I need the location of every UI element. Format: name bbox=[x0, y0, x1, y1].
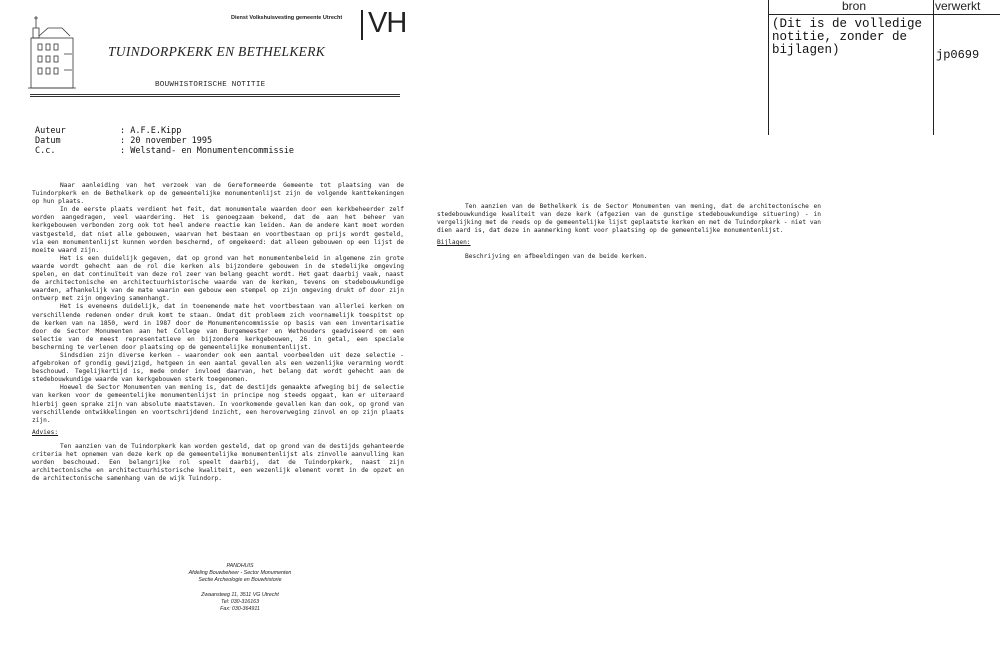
meta-value: : Welstand- en Monumentencommissie bbox=[120, 146, 294, 156]
stamp-header-verwerkt: verwerkt bbox=[935, 0, 981, 13]
body-paragraph: Hoewel de Sector Monumenten van mening is, dat de destijds gemaakte afweging bij de selectie van kerken voor de gemeentelijke monumentenlijst in principe nog steeds opgaat, kan er uiteraard hierbij geen sprake zijn van absolute maatstaven. In voorkomende gevallen kan dan ook, op grond van verschillende ontwikkelingen en voortschrijdend inzicht, een heroverweging zinvol en op zijn plaats zijn. bbox=[32, 384, 404, 424]
church-building-logo bbox=[28, 14, 76, 92]
meta-value: : A.F.E.Kipp bbox=[120, 126, 182, 136]
body-paragraph: Het is eveneens duidelijk, dat in toenemende mate het voortbestaan van allerlei kerken om verschillende redenen onder druk komt te staan. Omdat dit probleem zich voornamelijk toespitst op de kerken van na 1850, werd in 1987 door de Monumentencommissie op basis van een inventarisatie door de Sector Monumenten aan het College van Burgemeester en Wethouders geadviseerd om een selectie van de meest representatieve en bijzondere kerkgebouwen, 26 in getal, een speciale bescherming te verlenen door plaatsing op de gemeentelijke monumentenlijst. bbox=[32, 303, 404, 351]
stamp-header-bron: bron bbox=[842, 0, 867, 13]
body-paragraph: Het is een duidelijk gegeven, dat op grond van het monumentenbeleid in algemene zin grote waarde wordt gehecht aan de rol die kerken als bijzondere gebouwen in de stedelijke omgeving spelen, en dat continuïteit van deze rol zeer van belang geacht wordt. Het gaat daarbij vaak, naast de architectonische en architectuurhistorische waarde van de kerken, tevens om stedebouwkundige waarden, afhankelijk van de mate waarin een gebouw een stempel op zijn omgeving drukt of door zijn ontwerp met zijn omgeving samenhangt. bbox=[32, 254, 404, 303]
meta-value: : 20 november 1995 bbox=[120, 136, 213, 146]
meta-key: C.c. bbox=[35, 146, 56, 156]
meta-row-author bbox=[35, 126, 294, 136]
stamp-code: jp0699 bbox=[936, 48, 980, 62]
meta-key: Auteur bbox=[35, 126, 66, 136]
stamp-left-border bbox=[768, 0, 769, 135]
bijlagen-text: Beschrijving en afbeeldingen van de beide kerken. bbox=[465, 253, 648, 261]
header-rule-top bbox=[30, 94, 400, 95]
document-subtitle: BOUWHISTORISCHE NOTITIE bbox=[155, 81, 266, 89]
footer-line: Fax: 030-364911 bbox=[220, 606, 260, 612]
logo-bar bbox=[361, 10, 363, 40]
advies-paragraph: Ten aanzien van de Tuindorpkerk kan worden gesteld, dat op grond van de destijds gehanteerde criteria het opnemen van deze kerk op de gemeentelijke monumentenlijst als zinvolle aanvulling kan worden beschouwd. Een belangrijke rol speelt daarbij, dat de Tuindorpkerk, naast zijn architectonische en architectuurhistorische kwaliteit, een wezenlijk element vormt in de opzet en de architectonische samenhang van de wijk Tuindorp. bbox=[32, 442, 404, 483]
footer-line: Sectie Archeologie en Bouwhistorie bbox=[198, 577, 282, 583]
header-rule-bottom bbox=[30, 96, 400, 97]
body-paragraph: Naar aanleiding van het verzoek van de Gereformeerde Gemeente tot plaatsing van de Tuindorpkerk en de Bethelkerk op de gemeentelijke monumentenlijst zijn de volgende kanttekeningen op hun plaats. bbox=[32, 182, 404, 206]
archive-stamp-box bbox=[768, 0, 1000, 135]
vh-logo-h: H bbox=[386, 7, 407, 39]
body-right-column bbox=[437, 203, 821, 262]
bijlagen-heading: Bijlagen: bbox=[437, 239, 471, 247]
body-left-column bbox=[32, 182, 404, 483]
memo-meta bbox=[35, 126, 294, 156]
department-name: Dienst Volkshuisvesting gemeente Utrecht bbox=[231, 15, 343, 21]
advies-heading: Advies: bbox=[32, 428, 59, 436]
stamp-header-rule bbox=[768, 14, 1000, 15]
body-paragraph: In de eerste plaats verdient het feit, dat monumentale waarden door een kerkbeheerder zelf worden aangedragen, veel waardering. Het is genoegzaam bekend, dat de aan het beheer van kerkgebouwen verbonden zorg ook tot heel andere reactie kan leiden. Aan de andere kant moet worden vastgesteld, dat niet alle gebouwen, waarvan het bestaan en voortbestaan op prijs wordt gesteld, via een monumentenlijst kunnen worden beschermd, of omgekeerd: dat alleen gebouwen op een lijst de moeite waard zijn. bbox=[32, 206, 404, 254]
stamp-divider bbox=[933, 0, 934, 135]
footer-line: Afdeling Bouwbeheer - Sector Monumenten bbox=[188, 570, 292, 576]
footer-gap bbox=[150, 584, 330, 592]
footer-line: Zwaansteeg 11, 3511 VG Utrecht bbox=[201, 592, 279, 598]
footer-line: PANDHUIS bbox=[226, 563, 254, 569]
footer-line: Tel: 030-316163 bbox=[220, 599, 260, 605]
vh-logo-v: V bbox=[368, 7, 387, 39]
meta-key: Datum bbox=[35, 136, 61, 146]
stamp-note: (Dit is de volledige notitie, zonder de bijlagen) bbox=[772, 17, 923, 57]
vh-logo-mark bbox=[368, 8, 406, 38]
sender-address-block bbox=[150, 563, 330, 613]
meta-row-cc bbox=[35, 146, 294, 156]
meta-row-date bbox=[35, 136, 294, 146]
document-title: TUINDORPKERK EN BETHELKERK bbox=[108, 44, 326, 59]
body-paragraph: Sindsdien zijn diverse kerken - waaronder ook een aantal voorbeelden uit deze selectie - afgebroken of grondig gewijzigd, hetgeen in een aantal gevallen als een wezenlijke verarming wordt beschouwd. Tegelijkertijd is, mede onder invloed daarvan, het belang dat wordt gehecht aan de stedebouwkundige waarde van kerkgebouwen sterk toegenomen. bbox=[32, 351, 404, 384]
bethelkerk-paragraph: Ten aanzien van de Bethelkerk is de Sector Monumenten van mening, dat de architectonische en stedebouwkundige kwaliteit van deze kerk (afgezien van de gunstige stedebouwkundige situering) - in vergelijking met de reeds op de gemeentelijke lijst geplaatste kerken en met de Tuindorpkerk - niet van dien aard is, dat deze in aanmerking komt voor plaatsing op de gemeentelijke monumentenlijst. bbox=[437, 203, 821, 235]
